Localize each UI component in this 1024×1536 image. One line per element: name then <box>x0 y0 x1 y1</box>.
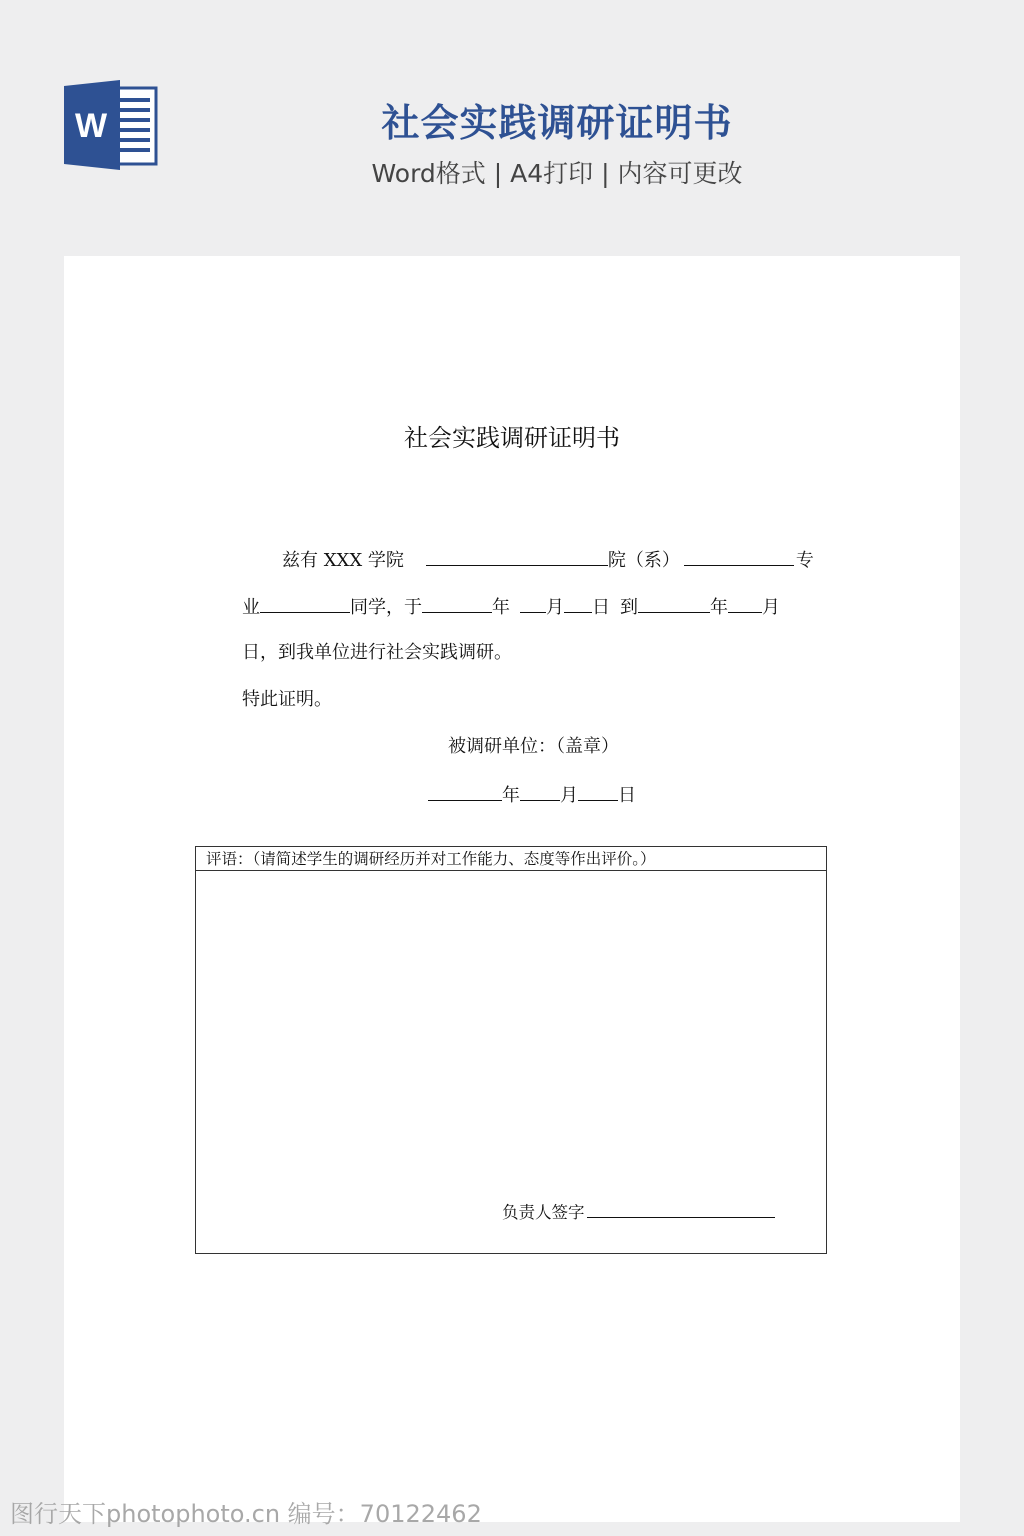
banner-header <box>0 0 1024 256</box>
end-year-blank[interactable] <box>638 594 710 613</box>
banner-title: 社会实践调研证明书 <box>381 101 733 145</box>
stamp-year-text: 年 <box>502 785 520 806</box>
paragraph-line-1 <box>282 547 814 573</box>
stamp-month-blank[interactable] <box>520 782 560 801</box>
classmate-text: 同学，于 <box>350 597 422 618</box>
end-month-blank[interactable] <box>728 594 762 613</box>
student-name-blank[interactable] <box>260 594 350 613</box>
college-blank[interactable] <box>426 547 608 566</box>
stamp-date-line <box>428 782 636 808</box>
major-start-text: 业 <box>242 597 260 618</box>
surveyed-unit-label: 被调研单位：（盖章） <box>448 736 619 757</box>
signature-label: 负责人签字 <box>502 1203 585 1222</box>
banner-subtitle: Word格式 | A4打印 | 内容可更改 <box>371 159 743 188</box>
certify-text: 特此证明。 <box>242 689 332 710</box>
dept-text: 院（系） <box>607 550 680 571</box>
to-text: 到 <box>620 597 638 618</box>
start-month-blank[interactable] <box>520 594 546 613</box>
start-day-blank[interactable] <box>564 594 592 613</box>
word-document-icon <box>64 80 158 170</box>
evaluation-box[interactable] <box>195 846 827 1254</box>
signature-row <box>502 1199 775 1223</box>
start-year-blank[interactable] <box>422 594 492 613</box>
major-end-text: 专 <box>795 550 814 571</box>
stamp-year-blank[interactable] <box>428 782 502 801</box>
paragraph-line-3: 日，到我单位进行社会实践调研。 <box>242 642 512 663</box>
year2-text: 年 <box>710 597 728 618</box>
stamp-month-text: 月 <box>560 785 578 806</box>
stamp-day-text: 日 <box>618 785 636 806</box>
year1-text: 年 <box>492 597 510 618</box>
paragraph-line-2 <box>242 594 780 620</box>
dept-blank[interactable] <box>684 547 794 566</box>
signature-blank[interactable] <box>587 1201 775 1218</box>
month2-text: 月 <box>762 597 780 618</box>
document-title: 社会实践调研证明书 <box>404 424 620 452</box>
svg-text:W: W <box>74 107 108 145</box>
watermark: 图行天下photophoto.cn 编号：70122462 <box>10 1500 482 1528</box>
evaluation-header: 评语：（请简述学生的调研经历并对工作能力、态度等作出评价。） <box>196 847 826 871</box>
college-text: 兹有 XXX 学院 <box>282 550 404 571</box>
day1-text: 日 <box>592 597 610 618</box>
month1-text: 月 <box>546 597 564 618</box>
stamp-day-blank[interactable] <box>578 782 618 801</box>
